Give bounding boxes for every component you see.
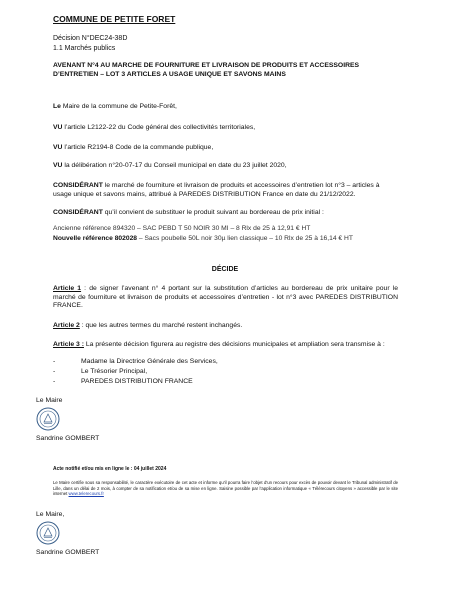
- signature-2-label: Le Maire,: [36, 511, 65, 518]
- recipient-item: [53, 367, 393, 377]
- vu-2-text: l’article R2194-8 Code de la commande publique,: [62, 144, 214, 151]
- vu-line-1: [53, 124, 398, 133]
- article-2-text: : que les autres termes du marché restent inchangés.: [79, 322, 243, 329]
- old-reference: Ancienne référence 894320 – SAC PEBD T 50 NOIR 30 MI – 8 Rlx de 25 à 12,91 € HT: [53, 225, 311, 232]
- considerant-2-text: qu’il convient de substituer le produit suivant au bordereau de prix initial :: [102, 209, 324, 216]
- notification-date: Acte notifié et/ou mis en ligne le : 04 juillet 2024: [53, 466, 167, 472]
- article-3-label: Article 3 :: [53, 341, 84, 348]
- decision-number: Décision N°DEC24-38D: [53, 35, 128, 42]
- decision-category: 1.1 Marchés publics: [53, 45, 116, 52]
- recipient-item: [53, 357, 393, 367]
- vu-line-2: [53, 144, 398, 153]
- vu-3-text: la délibération n°20-07-17 du Conseil municipal en date du 23 juillet 2020,: [62, 162, 287, 169]
- maire-text: Maire de la commune de Petite-Forêt,: [60, 103, 177, 110]
- vu-1-text: l’article L2122-22 du Code général des collectivités territoriales,: [62, 124, 256, 131]
- article-1-text: : de signer l’avenant n° 4 portant sur la substitution d’articles au bordereau de prix unitaire pour le marché de fourniture et livraison de produits et accessoires d’entretien - lot n°3 avec PAREDES DISTRIBUTION FRANCE.: [53, 285, 399, 310]
- commune-seal-icon: [36, 521, 60, 545]
- commune-seal-icon: [36, 407, 60, 431]
- vu-1-bold: VU: [53, 124, 63, 131]
- legal-notice: [53, 480, 398, 497]
- recipient-text: PAREDES DISTRIBUTION FRANCE: [81, 378, 193, 385]
- recipient-item: [53, 377, 393, 387]
- article-1-label: Article 1: [53, 285, 82, 292]
- considerant-2: [53, 209, 398, 218]
- list-dash: -: [53, 358, 56, 365]
- vu-line-3: [53, 162, 398, 171]
- considerant-2-bold: CONSIDÉRANT: [53, 209, 103, 216]
- vu-2-bold: VU: [53, 144, 63, 151]
- considerant-1-bold: CONSIDÉRANT: [53, 182, 103, 189]
- article-1: [53, 285, 398, 311]
- signature-1-name: Sandrine GOMBERT: [36, 435, 100, 442]
- list-dash: -: [53, 368, 56, 375]
- decide-heading: DÉCIDE: [211, 266, 239, 273]
- signature-1-label: Le Maire: [36, 397, 63, 404]
- new-reference-text: – Sacs poubelle 50L noir 30µ lien classique – 10 Rlx de 25 à 16,14 € HT: [137, 235, 353, 242]
- article-3: [53, 341, 398, 350]
- new-reference-label: Nouvelle référence 802028: [53, 235, 138, 242]
- considerant-1-text: le marché de fourniture et livraison de produits et accessoires d’entretien lot n°3 – articles à usage unique et savons mains, attribué à PAREDES DISTRIBUTION France en date du 21/12/2022.: [53, 182, 380, 198]
- article-2-label: Article 2: [53, 322, 80, 329]
- new-reference: [53, 235, 353, 242]
- list-dash: -: [53, 378, 56, 385]
- maire-bold: Le: [53, 103, 61, 110]
- decision-subject: AVENANT N°4 AU MARCHE DE FOURNITURE ET LIVRAISON DE PRODUITS ET ACCESSOIRES D’ENTRETIEN – LOT 3 ARTICLES A USAGE UNIQUE ET SAVONS MAINS: [53, 62, 360, 78]
- article-2: [53, 322, 398, 331]
- legal-notice-text: Le Maire certifie sous sa responsabilité, le caractère exécutoire de cet acte et informe qu’il pourra faire l’objet d’un recours pour excès de pouvoir devant le Tribunal administratif de Lille, dans un délai de 2 mois, à compter de sa notification et/ou de sa mise en ligne. Saisine possible par l’application informatique « Télérecours citoyens » accessible par le site internet: [53, 480, 398, 497]
- signature-2-name: Sandrine GOMBERT: [36, 549, 100, 556]
- considerant-1: [53, 182, 398, 199]
- article-3-text: La présente décision figurera au registre des décisions municipales et ampliation sera transmise à :: [83, 341, 385, 348]
- recipient-text: Madame la Directrice Générale des Services,: [81, 358, 218, 365]
- telerecours-link[interactable]: www.telerecours.fr: [68, 491, 104, 497]
- vu-3-bold: VU: [53, 162, 63, 169]
- recipient-text: Le Trésorier Principal,: [81, 368, 148, 375]
- maire-line: [53, 103, 398, 112]
- commune-title: COMMUNE DE PETITE FORET: [53, 14, 176, 24]
